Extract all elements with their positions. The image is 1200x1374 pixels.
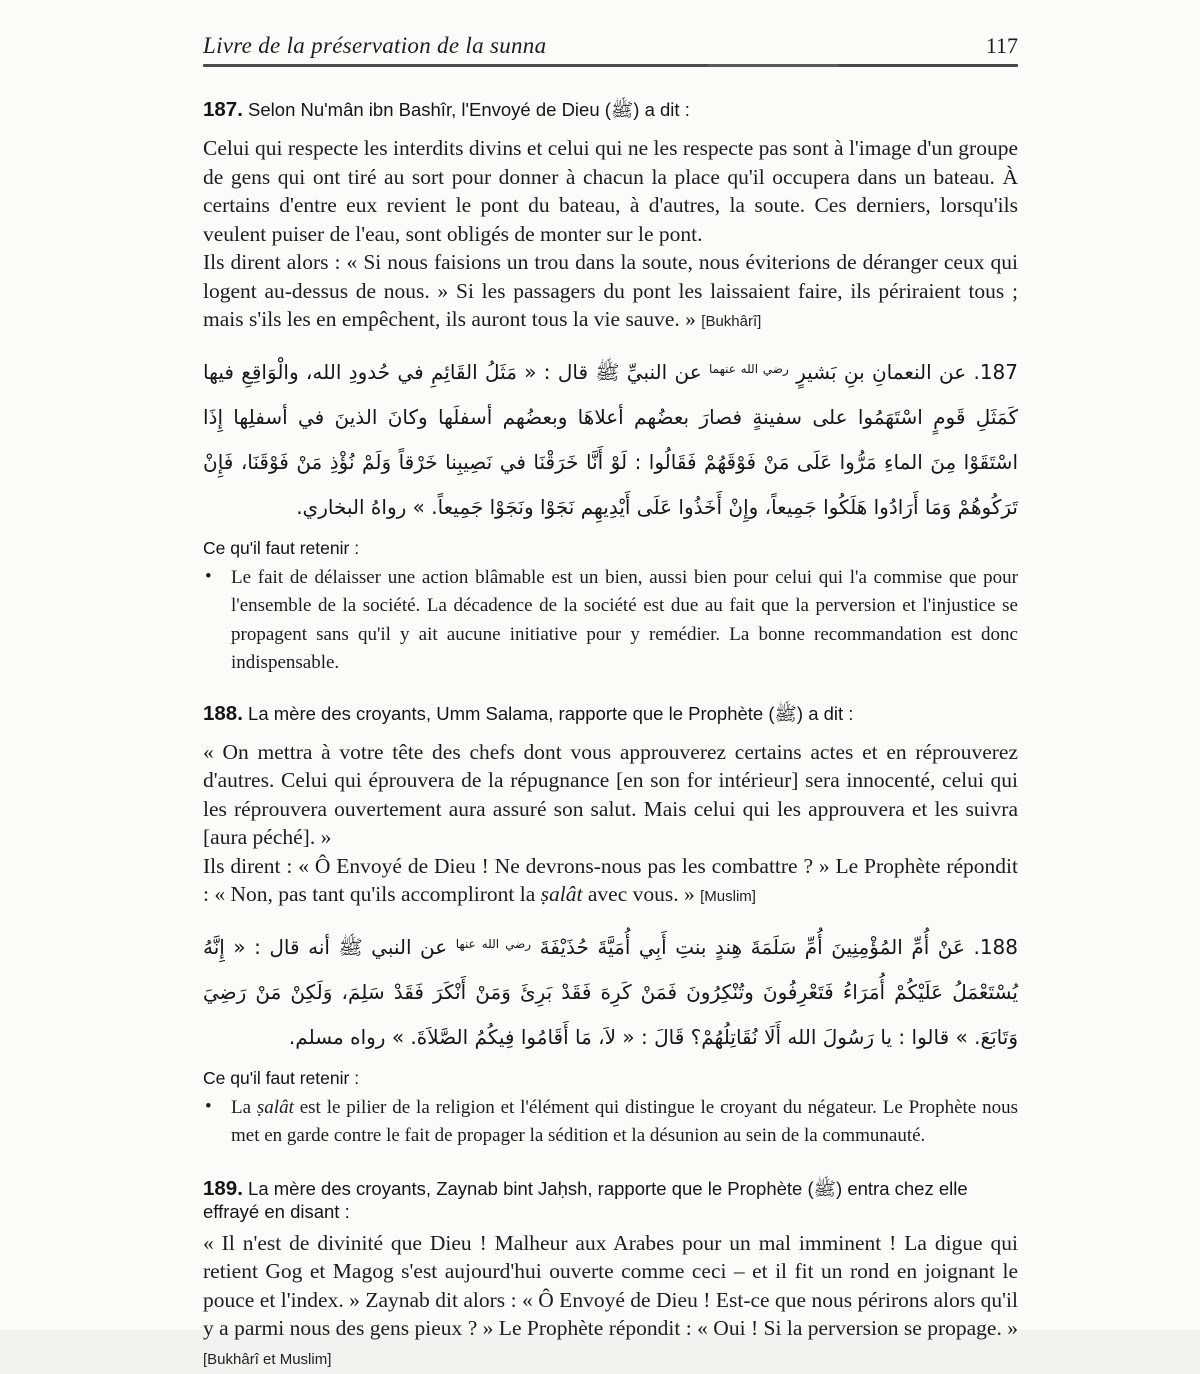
header-rule [203, 64, 1018, 67]
page-content [203, 0, 1018, 1374]
arabic-text: عن النبيِّ ﷺ قال : « مَثَلُ القَائِمِ في حُدودِ الله، والْوَاقِعِ فيها كَمَثَلِ قَومٍ اسْتَهَمُوا على سفينةٍ فصارَ بعضُهم أعلاهَا وبعضُهم أسفلَها وكانَ الذينَ في أسفلِها إِذَا اسْتَقَوْا مِنَ الماءِ مَرُّوا عَلَى مَنْ فَوْقَهُمْ فَقَالُوا : لَوْ أَنَّا خَرَقْنَا في نَصِيبِنا خَرْقاً وَلَمْ نُؤْذِ مَنْ فَوْقَنَا، فَإِنْ تَرَكُوهُمْ وَمَا أَرَادُوا هَلَكُوا جَمِيعاً، وإِنْ أَخَذُوا عَلَى أَيْدِيهِم نَجَوْا ونَجَوْا جَمِيعاً. » رواهُ البخاري. [203, 360, 1018, 519]
hadith-187-arabic [203, 347, 1018, 530]
retenir-label: Ce qu'il faut retenir : [203, 1067, 1018, 1089]
hadith-188-arabic [203, 922, 1018, 1060]
source-citation: [Muslim] [700, 888, 756, 905]
retenir-point-text: La [231, 1097, 257, 1118]
hadith-189-paragraph-1 [203, 1229, 1018, 1374]
hadith-188-paragraph-1: « On mettra à votre tête des chefs dont vous approuverez certains actes et en réprouverez d'autres. Celui qui éprouvera de la répugnance [en son for intérieur] sera innocenté, celui qui les réprouvera ouvertement aura assuré son salut. Mais celui qui les approuvera et les suivra [aura péché]. » [203, 738, 1018, 852]
source-citation: [Bukhârî] [701, 313, 761, 330]
running-title: Livre de la préservation de la sunna [203, 33, 546, 59]
running-header [203, 33, 1018, 59]
retenir-label: Ce qu'il faut retenir : [203, 537, 1018, 559]
hadith-intro-text: La mère des croyants, Zaynab bint Jaḥsh, rapporte que le Prophète (ﷺ) entra chez elle effrayé en disant : [203, 1178, 968, 1222]
page-number: 117 [986, 33, 1018, 59]
hadith-187-intro [203, 98, 1018, 121]
retenir-point [203, 564, 1018, 678]
hadith-intro-text: Selon Nu'mân ibn Bashîr, l'Envoyé de Dieu (ﷺ) a dit : [243, 99, 690, 120]
hadith-187-paragraph-2 [203, 248, 1018, 337]
hadith-number: 189. [203, 1177, 243, 1200]
hadith-188-intro [203, 702, 1018, 725]
arabic-text: 187. عن النعمانِ بنِ بَشيرٍ [789, 360, 1018, 384]
bullet-marker: • [205, 1093, 212, 1122]
source-citation: [Bukhârî et Muslim] [203, 1351, 331, 1368]
bullet-marker: • [205, 563, 212, 592]
salat-italic-term: ṣalât [257, 1097, 294, 1118]
hadith-intro-text: La mère des croyants, Umm Salama, rapporte que le Prophète (ﷺ) a dit : [243, 703, 854, 724]
paragraph-text: Ils dirent : « Ô Envoyé de Dieu ! Ne devrons-nous pas les combattre ? » Le Prophète répondit : « Non, pas tant qu'ils accompliront la [203, 854, 1018, 907]
retenir-point-text: est le pilier de la religion et l'élément qui distingue le croyant du négateur. Le Prophète nous met en garde contre le fait de propager la sédition et la désunion au sein de la communauté. [231, 1097, 1018, 1147]
hadith-189-intro [203, 1177, 1018, 1223]
hadith-189 [203, 1177, 1018, 1374]
paragraph-text: Ils dirent alors : « Si nous faisions un trou dans la soute, nous éviterions de déranger ceux qui logent au-dessus de nous. » Si les passagers du pont les laissaient faire, ils périraient tous ; mais s'ils les en empêchent, ils auront tous la vie sauve. » [203, 250, 1018, 331]
retenir-points [203, 564, 1018, 678]
retenir-point-text: Le fait de délaisser une action blâmable est un bien, aussi bien pour celui qui l'a commise que pour l'ensemble de la société. La décadence de la société est due au fait que la perversion et l'injustice se propagent sans qu'il y ait aucune initiative pour y remédier. La bonne recommandation est donc indispensable. [231, 567, 1018, 674]
arabic-text: عن النبي ﷺ أنه قال : « إِنَّهُ يُسْتَعْمَلُ عَلَيْكُمْ أُمَرَاءُ فَتَعْرِفُونَ وتُنْكِرُونَ فَمَنْ كَرِهَ فَقَدْ بَرِئَ وَمَنْ أَنْكَرَ فَقَدْ سَلِمَ، وَلَكِنْ مَنْ رَضِيَ وَتَابَعَ. » قالوا : يا رَسُولَ الله أَلَا نُقَاتِلُهُمْ؟ قَالَ : « لاَ، مَا أَقَامُوا فِيكُمُ الصَّلاَةَ. » رواه مسلم. [203, 935, 1018, 1049]
hadith-number: 188. [203, 702, 243, 725]
arabic-text: 188. عَنْ أُمِّ المُؤْمِنِينَ أُمِّ سَلَمَةَ هِندٍ بنتِ أَبِي أُمَيَّةَ حُذَيْفَةَ [531, 935, 1018, 959]
paragraph-text: avec vous. » [583, 882, 701, 906]
retenir-point [203, 1094, 1018, 1151]
hadith-187 [203, 98, 1018, 678]
honorific-mark: رضي الله عنها [456, 937, 531, 951]
honorific-mark: رضي الله عنهما [709, 362, 789, 376]
paragraph-text: « Il n'est de divinité que Dieu ! Malheur aux Arabes pour un mal imminent ! La digue qui retient Gog et Magog s'est aujourd'hui ouverte comme ceci – et il fit un rond en joignant le pouce et l'index. » Zaynab dit alors : « Ô Envoyé de Dieu ! Est-ce que nous périrons alors qu'il y a parmi nous des gens pieux ? » Le Prophète répondit : « Oui ! Si la perversion se propage. » [203, 1231, 1018, 1341]
hadith-187-paragraph-1: Celui qui respecte les interdits divins et celui qui ne les respecte pas sont à l'image d'un groupe de gens qui ont tiré au sort pour donner à chacun la place qu'il occupera dans un bateau. À certains d'entre eux revient le pont du bateau, à d'autres, la soute. Ces derniers, lorsqu'ils veulent puiser de l'eau, sont obligés de monter sur le pont. [203, 134, 1018, 248]
hadith-188-paragraph-2 [203, 852, 1018, 912]
salat-italic-term: ṣalât [541, 882, 583, 906]
retenir-points [203, 1094, 1018, 1151]
hadith-188 [203, 702, 1018, 1151]
hadith-number: 187. [203, 98, 243, 121]
